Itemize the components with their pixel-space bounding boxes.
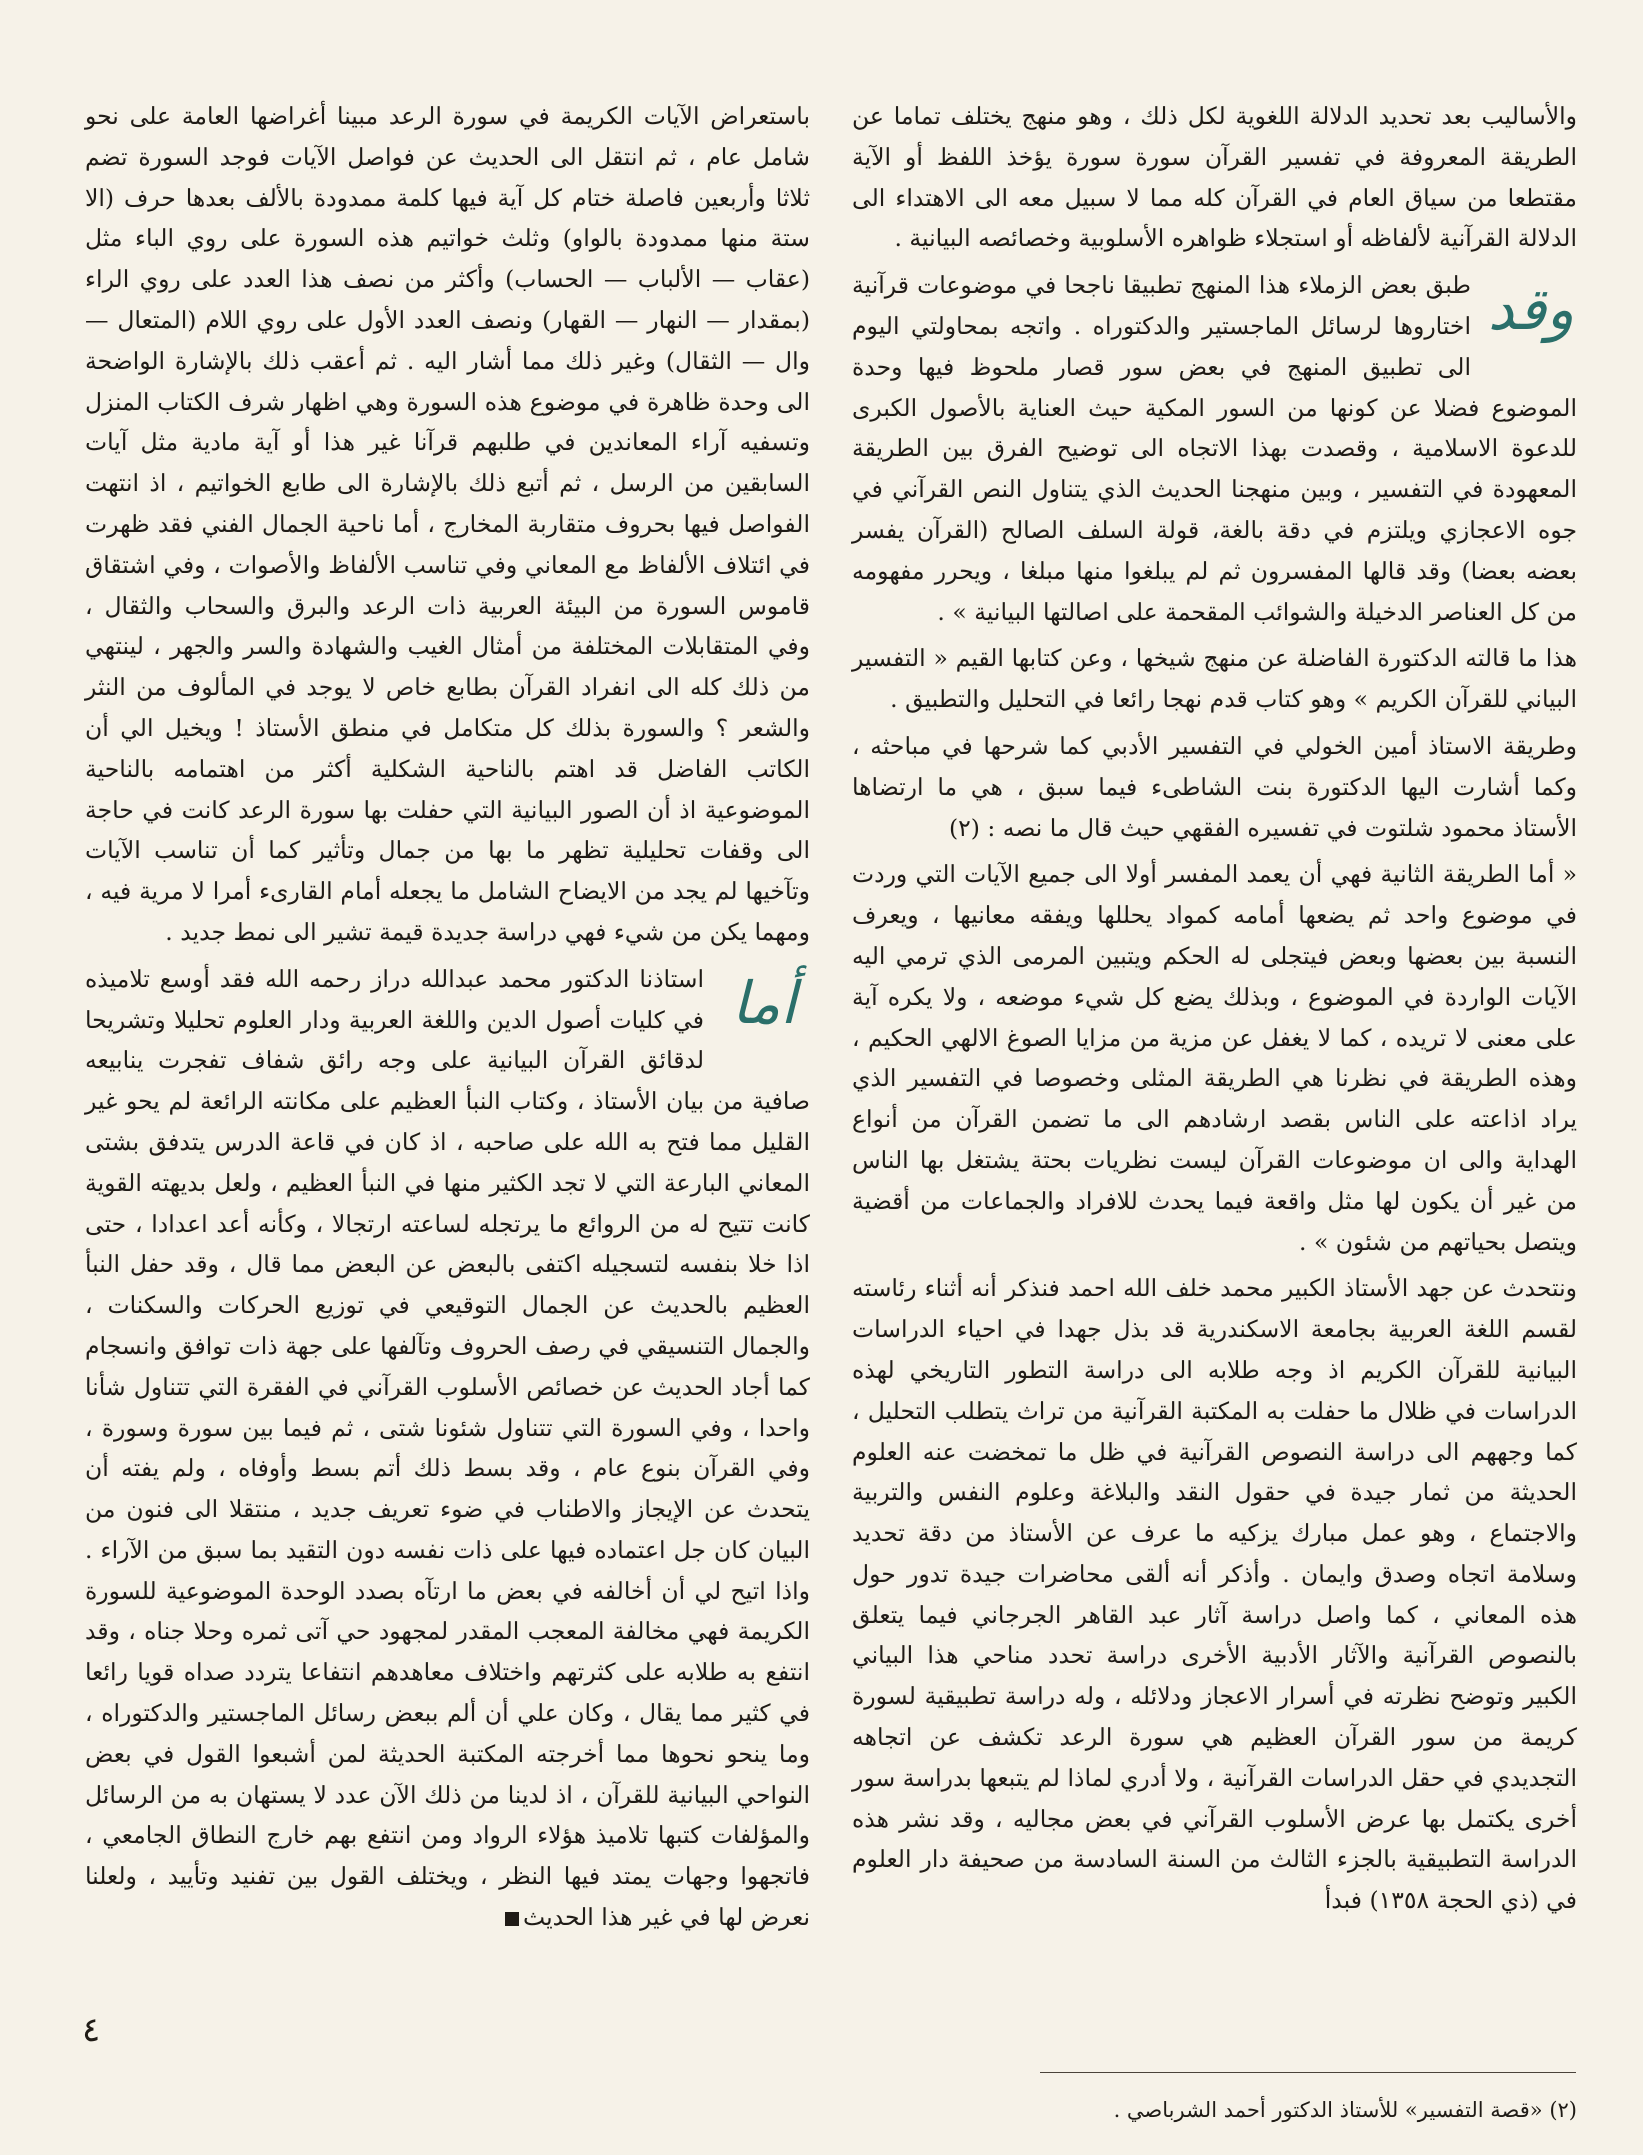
end-of-article-mark <box>505 1912 519 1926</box>
footnote: (٢) «قصة التفسير» للأستاذ الدكتور أحمد الشرباصي . <box>1113 2098 1577 2122</box>
dropcap-block-1 <box>852 265 1577 632</box>
dropcap-block-2 <box>85 959 810 1938</box>
decorative-dropcap-amma: أما <box>731 968 797 1037</box>
right-paragraph-3: هذا ما قالته الدكتورة الفاضلة عن منهج شيخها ، وعن كتابها القيم « التفسير البياني للقرآن الكريم » وهو كتاب قدم نهجا رائعا في التحليل والتطبيق . <box>852 644 1577 714</box>
right-paragraph-2: طبق بعض الزملاء هذا المنهج تطبيقا ناجحا في موضوعات قرآنية اختاروها لرسائل الماجستير والدكتوراه . واتجه بمحاولتي اليوم الى تطبيق المنهج في بعض سور قصار ملحوظ فيها وحدة الموضوع فضلا عن كونها من السور المكية حيث العناية بالأصول الكبرى للدعوة الاسلامية ، وقصدت بهذا الاتجاه الى توضيح الفرق بين الطريقة المعهودة في التفسير ، وبين منهجنا الحديث الذي يتناول النص القرآني في جوه الاعجازي ويلتزم في دقة بالغة، قولة السلف الصالح (القرآن يفسر بعضه بعضا) وقد قالها المفسرون ثم لم يبلغوا منها مبلغا ، ويحرر مفهومه من كل العناصر الدخيلة والشوائب المقحمة على اصالتها البيانية » . <box>852 271 1577 626</box>
page-number: ٤ <box>82 2010 101 2050</box>
left-paragraph-2-wrap <box>85 959 810 1938</box>
left-column <box>85 96 810 1944</box>
left-paragraph-2: استاذنا الدكتور محمد عبدالله دراز رحمه الله فقد أوسع تلاميذه في كليات أصول الدين واللغة العربية ودار العلوم تحليلا وتشريحا لدقائق القرآن البيانية على وجه رائق شفاف تفجرت ينابيعه صافية من بيان الأستاذ ، وكتاب النبأ العظيم على مكانته الرائعة لم يحو غير القليل مما فتح به الله على صاحبه ، اذ كان في قاعة الدرس يتدفق بشتى المعاني البارعة التي لا تجد الكثير منها في النبأ العظيم ، ولعل بديهته القوية كانت تتيح له من الروائع ما يرتجله لساعته ارتجالا ، وكأنه أعد اعدادا ، حتى اذا خلا بنفسه لتسجيله اكتفى بالبعض عن البعض مما قال ، وقد حفل النبأ العظيم بالحديث عن الجمال التوقيعي في توزيع الحركات والسكنات ، والجمال التنسيقي في رصف الحروف وتآلفها على جهة ذات توافق وانسجام كما أجاد الحديث عن خصائص الأسلوب القرآني في الفقرة التي تتناول شأنا واحدا ، وفي السورة التي تتناول شئونا شتى ، ثم فيما بين سورة وسورة ، وفي القرآن بنوع عام ، وقد بسط ذلك أتم بسط وأوفاه ، ولم يفته أن يتحدث عن الإيجاز والاطناب في ضوء تعريف جديد ، منتقلا الى فنون من البيان كان جل اعتماده فيها على ذات نفسه دون التقيد بما سبق من الآراء . واذا اتيح لي أن أخالفه في بعض ما ارتآه بصدد الوحدة الموضوعية للسورة الكريمة فهي مخالفة المعجب المقدر لمجهود حي آتى ثمره وحلا جناه ، وقد انتفع به طلابه على كثرتهم واختلاف معاهدهم انتفاعا يتردد صداه قويا رائعا في كثير مما يقال ، وكان علي أن ألم ببعض رسائل الماجستير والدكتوراه ، وما ينحو نحوها مما أخرجته المكتبة الحديثة لمن أشبعوا القول في بعض النواحي البيانية للقرآن ، اذ لدينا من ذلك الآن عدد لا يستهان به من الرسائل والمؤلفات كتبها تلاميذ هؤلاء الرواد ومن انتفع بهم خارج النطاق الجامعي ، فاتجهوا وجهات يمتد فيها النظر ، ويختلف القول بين تفنيد وتأييد ، ولعلنا نعرض لها في غير هذا الحديث <box>85 964 810 1932</box>
right-column <box>852 96 1577 1927</box>
decorative-dropcap-wa-qad: وقد <box>1487 275 1575 344</box>
right-paragraph-1: والأساليب بعد تحديد الدلالة اللغوية لكل ذلك ، وهو منهج يختلف تماما عن الطريقة المعروفة في تفسير القرآن سورة سورة يؤخذ اللفظ أو الآية مقتطعا من سياق العام في القرآن كله مما لا سبيل معه الى الاهتداء الى الدلالة القرآنية لألفاظه أو استجلاء ظواهره الأسلوبية وخصائصه البيانية . <box>852 102 1577 253</box>
left-paragraph-1: باستعراض الآيات الكريمة في سورة الرعد مبينا أغراضها العامة على نحو شامل عام ، ثم انتقل الى الحديث عن فواصل الآيات فوجد السورة تضم ثلاثا وأربعين فاصلة ختام كل آية فيها كلمة ممدودة بالألف بعدها حرف (الا ستة منها ممدودة بالواو) وثلث خواتيم هذه السورة على روي الباء مثل (عقاب — الألباب — الحساب) وأكثر من نصف هذا العدد على روي الراء (بمقدار — النهار — القهار) ونصف العدد الأول على روي اللام (المتعال — وال — الثقال) وغير ذلك مما أشار اليه . ثم أعقب ذلك بالإشارة الواضحة الى وحدة ظاهرة في موضوع هذه السورة وهي اظهار شرف الكتاب المنزل وتسفيه آراء المعاندين في طلبهم قرآنا غير هذا أو آية مادية مثل آيات السابقين من الرسل ، ثم أتبع ذلك بالإشارة الى طابع الخواتيم ، اذ انتهت الفواصل فيها بحروف متقاربة المخارج ، أما ناحية الجمال الفني فقد ظهرت في ائتلاف الألفاظ مع المعاني وفي تناسب الألفاظ والأصوات ، وفي اشتقاق قاموس السورة من البيئة العربية ذات الرعد والبرق والسحاب والثقال ، وفي المتقابلات المختلفة من أمثال الغيب والشهادة والسر والجهر ، لينتهي من ذلك كله الى انفراد القرآن بطابع خاص لا يوجد في المألوف من النثر والشعر ؟ والسورة بذلك كل متكامل في منطق الأستاذ ! ويخيل الي أن الكاتب الفاضل قد اهتم بالناحية الشكلية أكثر من اهتمامه بالناحية الموضوعية اذ أن الصور البيانية التي حفلت بها سورة الرعد كانت في حاجة الى وقفات تحليلية تظهر ما بها من جمال وتأثير كما أن تناسب الآيات وتآخيها لم يجد من الايضاح الشامل ما يجعله أمام القارىء أمرا لا مرية فيه ، ومهما يكن من شيء فهي دراسة جديدة قيمة تشير الى نمط جديد . <box>85 102 810 946</box>
right-paragraph-5-quote: « أما الطريقة الثانية فهي أن يعمد المفسر أولا الى جميع الآيات التي وردت في موضوع واحد ثم يضعها أمامه كمواد يحللها ويفقه معانيها ، ويعرف النسبة بين بعضها وبعض فيتجلى له الحكم ويتبين المرمى الذي ترمي اليه الآيات الواردة في الموضوع ، وبذلك يضع كل شيء موضعه ، ولا يكره آية على معنى لا تريده ، كما لا يغفل عن مزية من مزايا الصوغ الالهي الحكيم ، وهذه الطريقة في نظرنا هي الطريقة المثلى وخصوصا في التفسير الذي يراد اذاعته على الناس بقصد ارشادهم الى ما تضمن القرآن من أنواع الهداية والى ان موضوعات القرآن ليست نظريات بحتة يشتغل بها الناس من غير أن يكون لها مثل واقعة فيما يحدث للافراد والجماعات من أقضية ويتصل بحياتهم من شئون » . <box>852 860 1577 1256</box>
right-paragraph-4: وطريقة الاستاذ أمين الخولي في التفسير الأدبي كما شرحها في مباحثه ، وكما أشارت اليها الدكتورة بنت الشاطىء فيما سبق ، هي ما ارتضاها الأستاذ محمود شلتوت في تفسيره الفقهي حيث قال ما نصه : (٢) <box>852 731 1577 842</box>
right-paragraph-6: ونتحدث عن جهد الأستاذ الكبير محمد خلف الله احمد فنذكر أنه أثناء رئاسته لقسم اللغة العربية بجامعة الاسكندرية قد بذل جهدا في احياء الدراسات البيانية للقرآن الكريم اذ وجه طلابه الى دراسة التطور التاريخي لهذه الدراسات في ظلال ما حفلت به المكتبة القرآنية من تراث يتطلب التحليل ، كما وجههم الى دراسة النصوص القرآنية في ظل ما تمخضت عنه العلوم الحديثة من ثمار جيدة في حقول النقد والبلاغة وعلوم النفس والتربية والاجتماع ، وهو عمل مبارك يزكيه ما عرف عن الأستاذ من دقة تحديد وسلامة اتجاه وصدق وايمان . وأذكر أنه ألقى محاضرات جيدة تدور حول هذه المعاني ، كما واصل دراسة آثار عبد القاهر الجرجاني فيما يتعلق بالنصوص القرآنية والآثار الأدبية الأخرى دراسة تحدد مناحي هذا البياني الكبير وتوضح نظرته في أسرار الاعجاز ودلائله ، وله دراسة تطبيقية لسورة كريمة من سور القرآن العظيم هي سورة الرعد تكشف عن اتجاهه التجديدي في حقل الدراسات القرآنية ، ولا أدري لماذا لم يتبعها بدراسة سور أخرى يكتمل بها عرض الأسلوب القرآني في بعض مجاليه ، وقد نشر هذه الدراسة التطبيقية بالجزء الثالث من السنة السادسة من صحيفة دار العلوم في (ذي الحجة ١٣٥٨) فبدأ <box>852 1274 1577 1915</box>
footnote-divider <box>1040 2072 1576 2073</box>
